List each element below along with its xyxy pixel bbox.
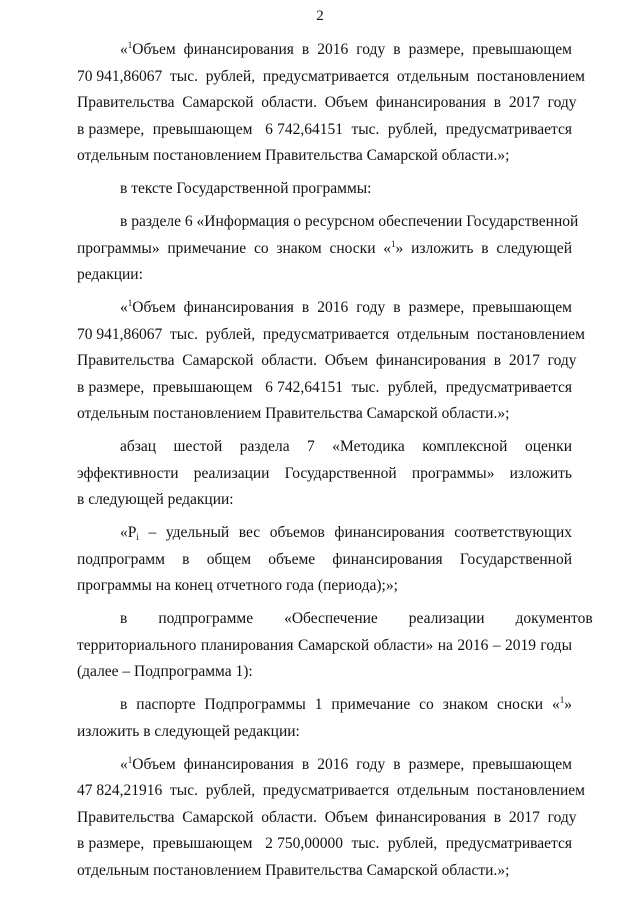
text-run: территориального планирования Самарской области» на 2016 – 2019 годы [77, 636, 572, 654]
paragraph-p5 [77, 434, 572, 514]
text-line [77, 659, 572, 686]
text-line [77, 633, 572, 660]
text-line [77, 547, 572, 574]
text-line [77, 348, 577, 375]
text-run: Правительства Самарской области. Объем финансирования в 2017 году [77, 808, 577, 826]
text-run: «P [120, 524, 137, 541]
text-line [77, 117, 572, 144]
text-line [77, 858, 572, 885]
page-number: 2 [316, 8, 324, 24]
document-body [77, 37, 593, 891]
text-line [77, 434, 572, 461]
text-run: « [120, 755, 128, 773]
paragraph-p1 [77, 37, 585, 170]
footnote-mark: 1 [559, 695, 565, 705]
text-run: « [120, 41, 128, 58]
text-run: в паспорте Подпрограммы 1 примечание со знаком сноски « [120, 696, 560, 713]
text-run: подпрограмм в общем объеме финансирования Государственной [77, 550, 572, 568]
text-line [77, 401, 572, 428]
paragraph-p3 [77, 209, 579, 289]
footnote-mark: 1 [391, 238, 396, 249]
paragraph-p4 [77, 295, 585, 428]
text-run: изложить в следующей редакции: [77, 722, 300, 740]
text-line [77, 64, 585, 91]
text-run: Правительства Самарской области. Объем финансирования в 2017 году [77, 352, 577, 369]
text-run: в подпрограмме «Обеспечение реализации документов [120, 610, 593, 627]
text-run: отдельным постановлением Правительства Самарской области.»; [77, 147, 510, 164]
paragraph-p6 [77, 520, 572, 600]
text-run: « [120, 299, 128, 316]
text-line [77, 692, 572, 719]
text-run: в тексте Государственной программы: [120, 180, 372, 197]
text-run: программы» примечание со знаком сноски « [77, 239, 392, 257]
text-run: Объем финансирования в 2016 году в размере, превышающем [132, 755, 572, 773]
text-line [77, 461, 572, 488]
text-line [77, 520, 572, 547]
text-line [77, 295, 572, 322]
text-run: 70 941,86067 тыс. рублей, предусматривается отдельным постановлением [77, 325, 585, 343]
text-run: программы на конец отчетного года (периода);»; [77, 577, 398, 594]
footnote-mark: 1 [127, 298, 133, 308]
text-line [77, 606, 593, 633]
text-run: Объем финансирования в 2016 году в размере, превышающем [132, 41, 572, 58]
paragraph-p8 [77, 692, 572, 745]
text-line [77, 805, 577, 832]
text-run: – удельный вес объемов финансирования соответствующих [138, 524, 572, 541]
text-line [77, 487, 572, 514]
paragraph-p7 [77, 606, 593, 686]
text-run: в следующей редакции: [77, 491, 234, 508]
text-line [77, 778, 585, 805]
footnote-mark: 1 [127, 40, 133, 50]
paragraph-p9 [77, 752, 585, 885]
text-line [77, 752, 572, 779]
text-run: 47 824,21916 тыс. рублей, предусматривается отдельным постановлением [77, 782, 585, 799]
text-run: в размере, превышающем 6 742,64151 тыс. рублей, предусматривается [77, 120, 572, 138]
text-run: Правительства Самарской области. Объем финансирования в 2017 году [77, 94, 577, 111]
text-line [77, 375, 572, 402]
text-run: 70 941,86067 тыс. рублей, предусматривается отдельным постановлением [77, 67, 585, 85]
text-line [77, 143, 572, 170]
text-line [77, 573, 572, 600]
footnote-mark: 1 [127, 754, 133, 765]
text-line [77, 176, 572, 203]
text-run: эффективности реализации Государственной программы» изложить [77, 464, 572, 482]
text-line [77, 262, 572, 289]
text-run: в размере, превышающем 6 742,64151 тыс. рублей, предусматривается [77, 378, 572, 396]
text-run: редакции: [77, 266, 143, 283]
text-line [77, 322, 585, 349]
text-line [77, 236, 572, 263]
paragraph-p2 [77, 176, 572, 203]
text-run: » [564, 696, 572, 713]
text-run: Объем финансирования в 2016 году в размере, превышающем [132, 299, 572, 316]
text-run: отдельным постановлением Правительства Самарской области.»; [77, 405, 510, 422]
text-run: » изложить в следующей [395, 239, 572, 257]
text-line [77, 90, 577, 117]
text-run: абзац шестой раздела 7 «Методика комплексной оценки [120, 438, 572, 455]
subscript-index: i [136, 532, 139, 542]
text-line [77, 719, 572, 746]
text-line [77, 209, 579, 236]
text-run: (далее – Подпрограмма 1): [77, 663, 253, 680]
text-run: в размере, превышающем 2 750,00000 тыс. рублей, предусматривается [77, 835, 572, 852]
text-line [77, 37, 572, 64]
text-line [77, 831, 572, 858]
text-run: в разделе 6 «Информация о ресурсном обеспечении Государственной [120, 213, 579, 230]
text-run: отдельным постановлением Правительства Самарской области.»; [77, 861, 510, 879]
